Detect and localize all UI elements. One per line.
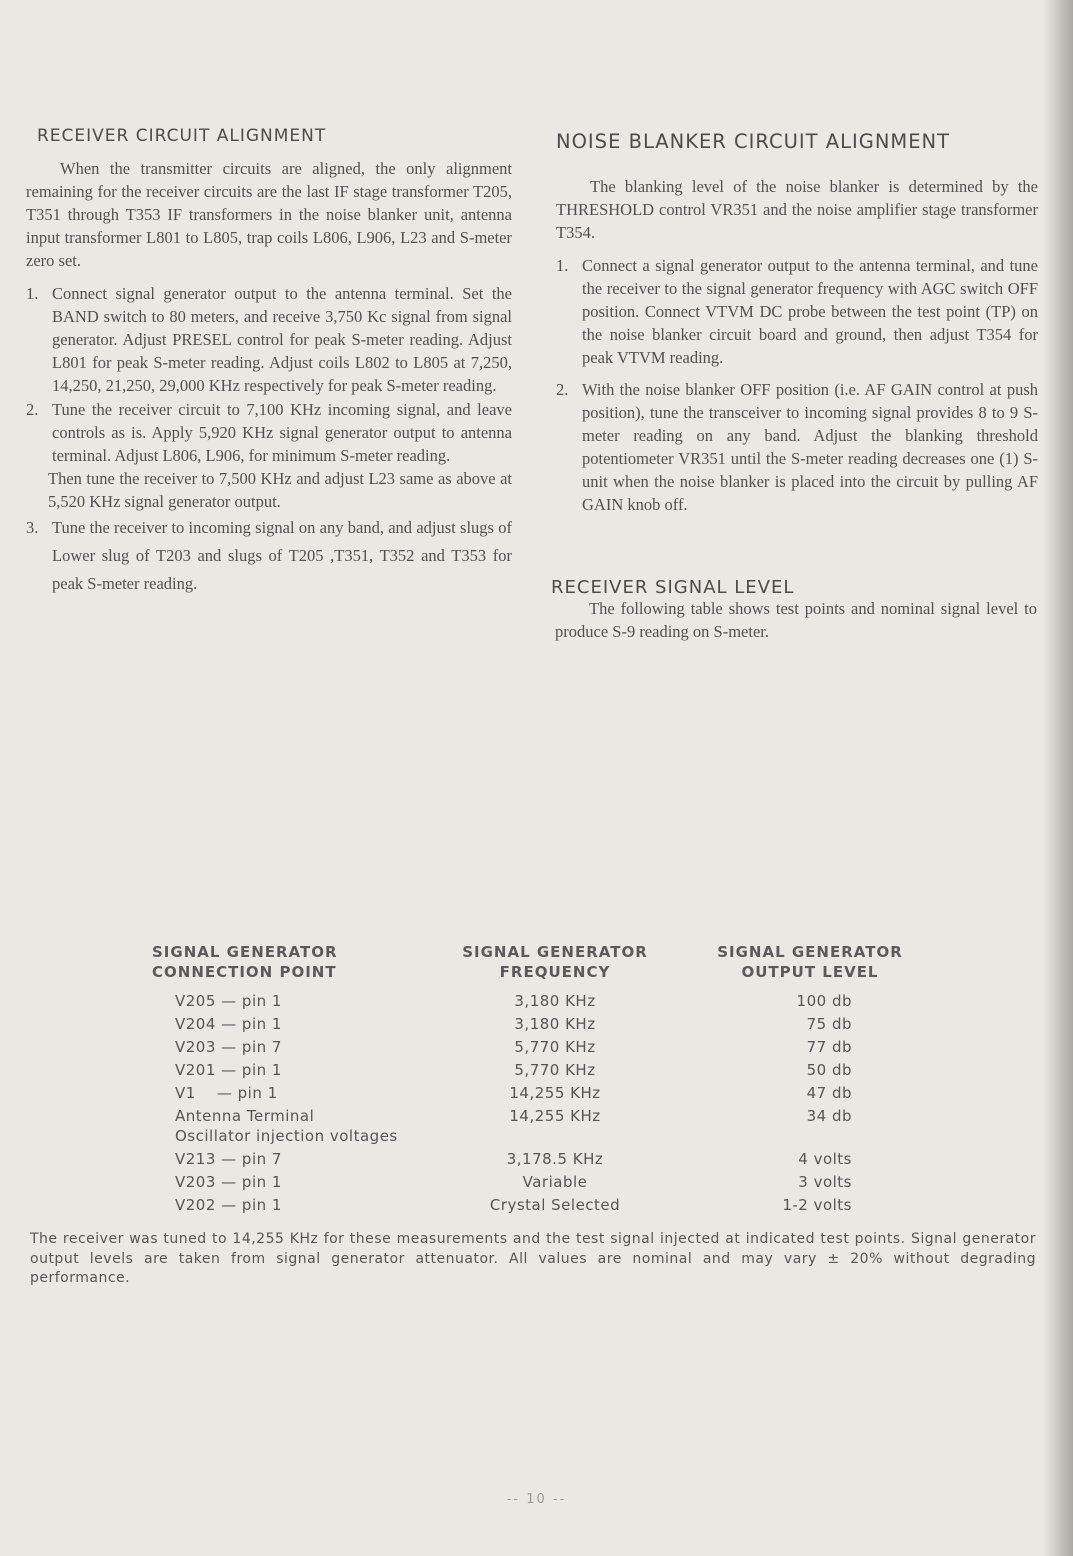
cell-connection: V202 — pin 1 (175, 1196, 282, 1214)
step-number: 2. (556, 380, 569, 399)
cell-level: 47 db (806, 1084, 852, 1102)
cell-level: 75 db (806, 1015, 852, 1033)
signal-level-heading: RECEIVER SIGNAL LEVEL (551, 577, 795, 598)
table-row (152, 1036, 932, 1059)
header-line: SIGNAL GENERATOR (717, 943, 903, 961)
step-number: 1. (556, 256, 569, 275)
receiver-alignment-steps (26, 282, 512, 598)
table-row (152, 1082, 932, 1105)
cell-level: 4 volts (798, 1150, 852, 1168)
header-frequency (450, 942, 660, 982)
measurement-note: The receiver was tuned to 14,255 KHz for these measurements and the test signal injected at indicated test points. Signal generator output levels are taken from signal generator attenuator. All values are nominal and may vary ± 20% without degrading performance. (30, 1231, 1036, 1286)
table-row (152, 1105, 932, 1128)
cell-frequency: Variable (522, 1173, 588, 1191)
cell-connection: V203 — pin 7 (175, 1038, 282, 1056)
page-edge-shadow (1043, 0, 1073, 1556)
receiver-alignment-section (26, 157, 512, 599)
cell-connection: Oscillator injection voltages (175, 1127, 398, 1145)
cell-connection: Antenna Terminal (175, 1107, 315, 1125)
cell-level: 34 db (806, 1107, 852, 1125)
header-connection-point (152, 942, 338, 982)
noise-blanker-heading: NOISE BLANKER CIRCUIT ALIGNMENT (556, 130, 951, 153)
header-line: OUTPUT LEVEL (741, 963, 879, 981)
step-number: 1. (26, 284, 39, 303)
header-line: FREQUENCY (499, 963, 611, 981)
header-line: CONNECTION POINT (152, 963, 337, 981)
step-text: Tune the receiver circuit to 7,100 KHz incoming signal, and leave controls as is. Apply 5,920 KHz signal generator output to antenna terminal. Adjust L806, L906, for minimum S-meter reading. (52, 400, 512, 465)
list-item (26, 398, 512, 513)
table-row (152, 1148, 932, 1171)
cell-connection: V203 — pin 1 (175, 1173, 282, 1191)
step-number: 3. (26, 518, 39, 537)
step-text: Connect a signal generator output to the antenna terminal, and tune the receiver to the signal generator frequency with AGC switch OFF position. Connect VTVM DC probe between the test point (TP) on the noise blanker circuit board and ground, then adjust T354 for peak VTVM reading. (582, 256, 1038, 367)
cell-frequency: 5,770 KHz (514, 1038, 596, 1056)
cell-frequency: 14,255 KHz (509, 1107, 601, 1125)
list-item (556, 254, 1038, 369)
table-row (152, 1059, 932, 1082)
page-number: -- 10 -- (506, 1492, 567, 1507)
cell-frequency: 14,255 KHz (509, 1084, 601, 1102)
cell-level: 50 db (806, 1061, 852, 1079)
cell-frequency: 3,178.5 KHz (506, 1150, 604, 1168)
step-text: With the noise blanker OFF position (i.e. AF GAIN control at push position), tune the transceiver to incoming signal provides 8 to 9 S-meter reading on any band. Adjust the blanking threshold potentiometer VR351 until the S-meter reading decreases one (1) S-unit when the noise blanker is placed into the circuit by pulling AF GAIN knob off. (582, 380, 1038, 514)
cell-level: 77 db (806, 1038, 852, 1056)
signal-level-intro: The following table shows test points and nominal signal level to produce S-9 reading on S-meter. (555, 599, 1037, 641)
cell-frequency: 3,180 KHz (514, 992, 596, 1010)
noise-blanker-steps (556, 254, 1038, 516)
table-row (152, 1128, 932, 1148)
table-header (152, 942, 932, 990)
cell-connection: V201 — pin 1 (175, 1061, 282, 1079)
table-row (152, 990, 932, 1013)
step-number: 2. (26, 400, 39, 419)
cell-connection: V1 — pin 1 (175, 1084, 278, 1102)
receiver-alignment-heading: RECEIVER CIRCUIT ALIGNMENT (37, 126, 327, 146)
step-text: Tune the receiver to incoming signal on any band, and adjust slugs of Lower slug of T203 and slugs of T205 ,T351, T352 and T353 for peak S-meter reading. (52, 518, 512, 593)
table-row (152, 1013, 932, 1036)
cell-frequency: Crystal Selected (489, 1196, 621, 1214)
cell-level: 1-2 volts (782, 1196, 852, 1214)
signal-level-table (152, 942, 932, 1217)
header-line: SIGNAL GENERATOR (152, 943, 338, 961)
cell-level: 100 db (796, 992, 852, 1010)
table-row (152, 1194, 932, 1217)
cell-frequency: 5,770 KHz (514, 1061, 596, 1079)
step-continuation: Then tune the receiver to 7,500 KHz and adjust L23 same as above at 5,520 KHz signal generator output. (48, 469, 512, 511)
list-item (556, 378, 1038, 516)
list-item (26, 514, 512, 598)
list-item (26, 282, 512, 397)
noise-blanker-intro: The blanking level of the noise blanker is determined by the THRESHOLD control VR351 and the noise amplifier stage transformer T354. (556, 177, 1038, 242)
table-row (152, 1171, 932, 1194)
noise-blanker-section (556, 175, 1038, 525)
cell-connection: V213 — pin 7 (175, 1150, 282, 1168)
cell-frequency: 3,180 KHz (514, 1015, 596, 1033)
cell-connection: V205 — pin 1 (175, 992, 282, 1010)
cell-connection: V204 — pin 1 (175, 1015, 282, 1033)
receiver-alignment-intro: When the transmitter circuits are aligned, the only alignment remaining for the receiver circuits are the last IF stage transformer T205, T351 through T353 IF transformers in the noise blanker unit, antenna input transformer L801 to L805, trap coils L806, L906, L23 and S-meter zero set. (26, 159, 512, 270)
header-line: SIGNAL GENERATOR (462, 943, 648, 961)
header-output-level (706, 942, 914, 982)
cell-level: 3 volts (798, 1173, 852, 1191)
step-text: Connect signal generator output to the antenna terminal. Set the BAND switch to 80 meters, and receive 3,750 Kc signal from signal generator. Adjust PRESEL control for peak S-meter reading. Adjust L801 for peak S-meter reading. Adjust coils L802 to L805 at 7,250, 14,250, 21,250, 29,000 KHz respectively for peak S-meter reading. (52, 284, 512, 395)
